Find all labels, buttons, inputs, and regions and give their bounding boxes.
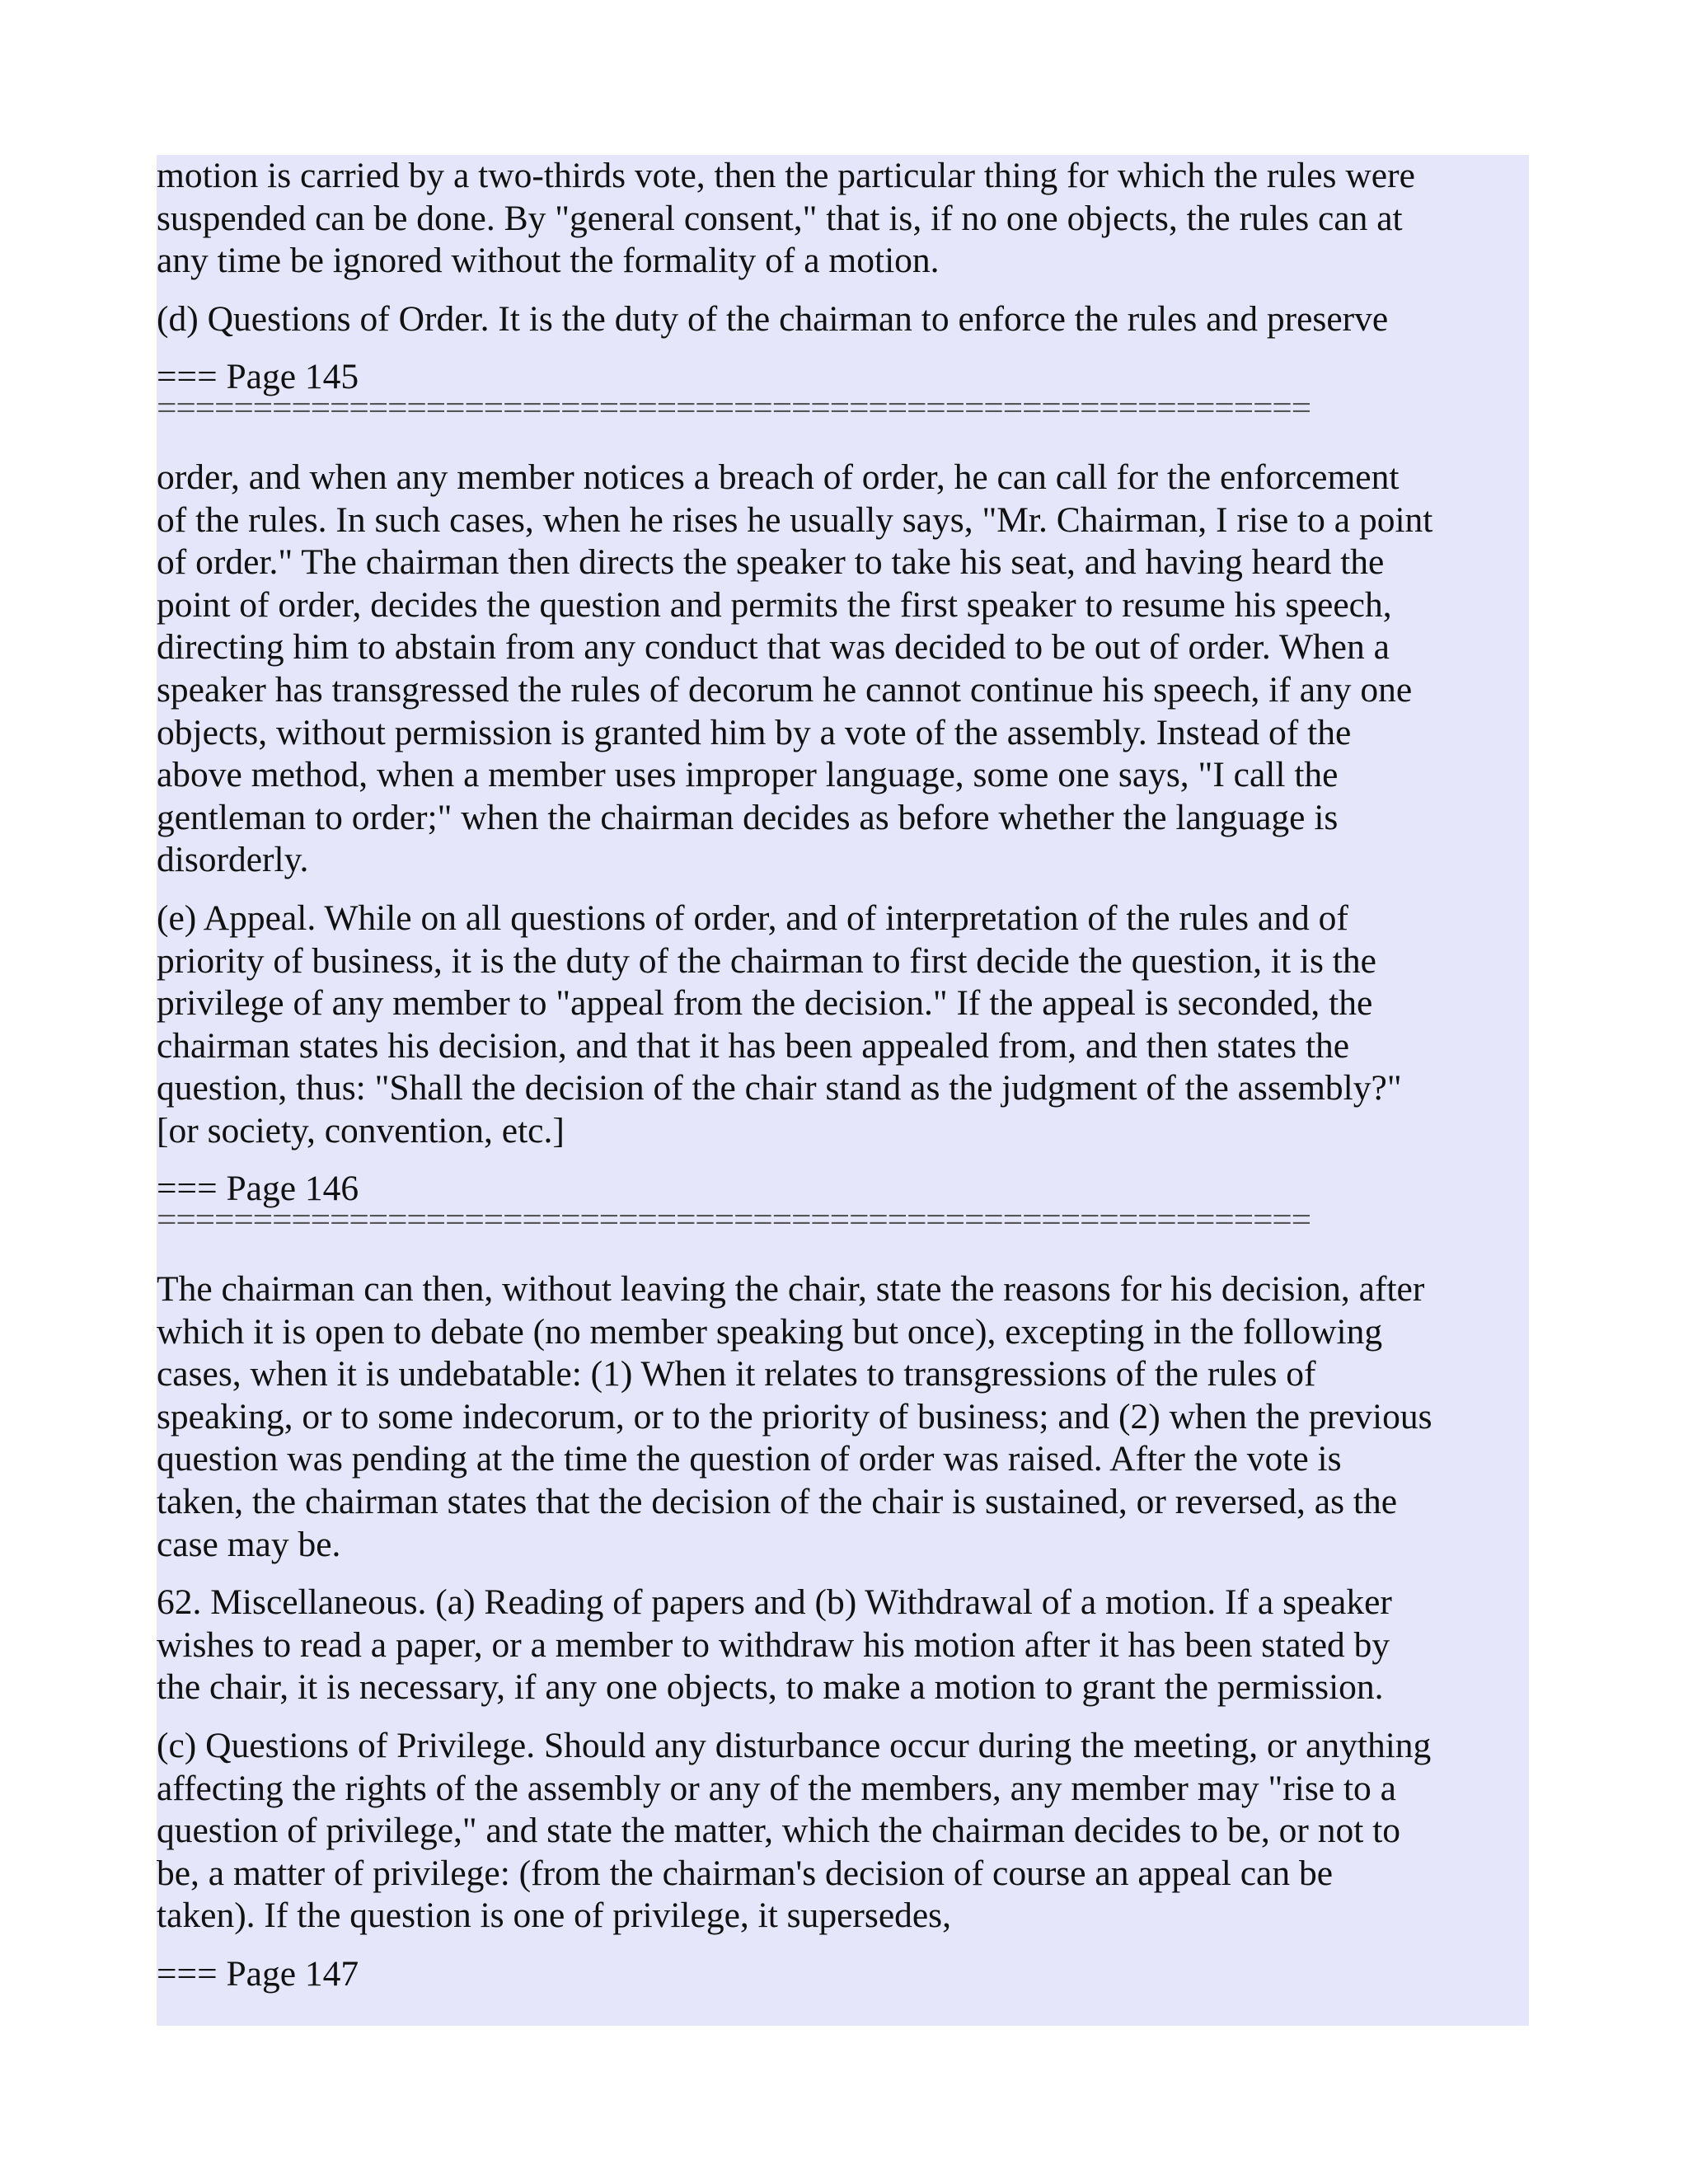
page-marker-145: === Page 145	[157, 357, 359, 397]
paragraph-miscellaneous: 62. Miscellaneous. (a) Reading of papers and (b) Withdrawal of a motion. If a speaker wishes to read a paper, or a member to withdraw his motion after it has been stated by the chair, it is necessary, if any one objects, to make a motion to grant the permission.	[157, 1582, 1392, 1708]
paragraph-chairman-reasons: The chairman can then, without leaving the chair, state the reasons for his decision, after which it is open to debate (no member speaking but once), excepting in the following cases, when it is undebatable: (1) When it relates to transgressions of the rules of speaking, or to some indecorum, or to the priority of business; and (2) when the previous question was pending at the time the question of order was raised. After the vote is taken, the chairman states that the decision of the chair is sustained, or reversed, as the case may be.	[157, 1269, 1432, 1564]
paragraph-questions-of-privilege: (c) Questions of Privilege. Should any disturbance occur during the meeting, or anything affecting the rights of the assembly or any of the members, any member may "rise to a question of privilege," and state the matter, which the chairman decides to be, or not to be, a matter of privilege: (from the chairman's decision of course an appeal can be taken). If the question is one of privilege, it supersedes,	[157, 1726, 1432, 1936]
paragraph-suspension-of-rules: motion is carried by a two-thirds vote, then the particular thing for which the rules were suspended can be done. By "general consent," that is, if no one objects, the rules can at any time be ignored without the formality of a motion.	[157, 156, 1415, 281]
page-separator-rule: ============================================================	[157, 1211, 1311, 1240]
paragraph-questions-of-order: (d) Questions of Order. It is the duty of the chairman to enforce the rules and preserve	[157, 298, 1389, 339]
paragraph-point-of-order: order, and when any member notices a breach of order, he can call for the enforcement of the rules. In such cases, when he rises he usually says, "Mr. Chairman, I rise to a point of order." The chairman then directs the speaker to take his seat, and having heard the point of order, decides the question and permits the first speaker to resume his speech, directing him to abstain from any conduct that was decided to be out of order. When a speaker has transgressed the rules of decorum he cannot continue his speech, if any one objects, without permission is granted him by a vote of the assembly. Instead of the above method, when a member uses improper language, some one says, "I call the gentleman to order;" when the chairman decides as before whether the language is disorderly.	[157, 457, 1433, 880]
paragraph-appeal: (e) Appeal. While on all questions of order, and of interpretation of the rules and of priority of business, it is the duty of the chairman to first decide the question, it is the privilege of any member to "appeal from the decision." If the appeal is seconded, the chairman states his decision, and that it has been appealed from, and then states the question, thus: "Shall the decision of the chair stand as the judgment of the assembly?" [or society, convention, etc.]	[157, 898, 1402, 1151]
document-page	[157, 155, 1529, 2026]
page-marker-146: === Page 146	[157, 1169, 359, 1209]
page-marker-147: === Page 147	[157, 1953, 359, 1994]
page-separator-rule: ============================================================	[157, 398, 1311, 427]
